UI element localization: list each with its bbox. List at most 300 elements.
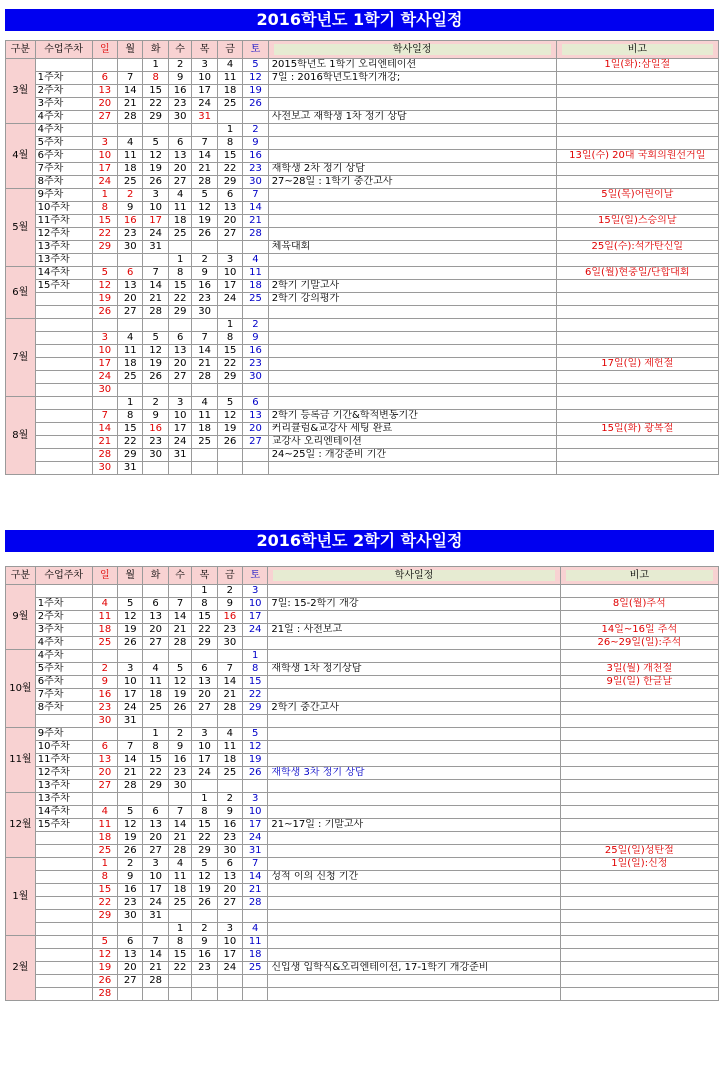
day-cell xyxy=(92,319,117,332)
event-cell xyxy=(268,715,560,728)
event-cell: 21~17일 : 기말고사 xyxy=(268,819,560,832)
day-cell: 11 xyxy=(217,741,242,754)
day-cell: 4 xyxy=(217,59,242,72)
day-cell: 4 xyxy=(92,598,117,611)
day-cell: 11 xyxy=(118,345,143,358)
day-cell: 28 xyxy=(92,449,117,462)
note-cell xyxy=(556,137,718,150)
day-cell xyxy=(118,59,143,72)
note-cell xyxy=(556,111,718,124)
day-cell: 15 xyxy=(92,884,117,897)
day-cell: 5 xyxy=(217,397,242,410)
day-cell xyxy=(143,124,168,137)
week-label xyxy=(35,371,92,384)
column-header: 금 xyxy=(217,41,242,59)
day-cell: 10 xyxy=(217,267,242,280)
day-cell xyxy=(168,585,192,598)
event-cell xyxy=(268,85,556,98)
day-cell: 12 xyxy=(217,410,242,423)
day-cell: 15 xyxy=(217,345,242,358)
day-cell: 9 xyxy=(217,598,242,611)
day-cell: 28 xyxy=(118,780,143,793)
day-cell: 15 xyxy=(118,423,143,436)
day-cell: 12 xyxy=(192,202,217,215)
day-cell xyxy=(118,585,143,598)
week-label xyxy=(35,897,92,910)
month-label: 9월 xyxy=(6,585,36,650)
day-cell: 3 xyxy=(118,663,143,676)
week-label xyxy=(35,936,92,949)
note-cell xyxy=(560,650,718,663)
day-cell: 6 xyxy=(168,137,192,150)
event-cell xyxy=(268,689,560,702)
note-cell xyxy=(560,936,718,949)
note-cell: 13일(수) 20대 국회의원선거일 xyxy=(556,150,718,163)
column-header: 구분 xyxy=(6,41,36,59)
day-cell: 21 xyxy=(168,624,192,637)
table-row xyxy=(6,98,719,111)
event-cell xyxy=(268,202,556,215)
week-label xyxy=(35,962,92,975)
day-cell: 17 xyxy=(118,689,143,702)
day-cell: 10 xyxy=(143,202,168,215)
day-cell: 16 xyxy=(168,85,192,98)
day-cell: 5 xyxy=(192,858,217,871)
event-cell: 2학기 중간고사 xyxy=(268,702,560,715)
event-cell xyxy=(268,741,560,754)
week-label xyxy=(35,397,92,410)
table-row xyxy=(6,585,719,598)
day-cell: 19 xyxy=(192,215,217,228)
note-cell xyxy=(556,163,718,176)
day-cell xyxy=(118,923,143,936)
day-cell: 2 xyxy=(118,858,143,871)
day-cell: 13 xyxy=(243,410,268,423)
note-cell xyxy=(556,319,718,332)
table-row xyxy=(6,780,719,793)
table-row xyxy=(6,845,719,858)
day-cell: 2 xyxy=(217,793,242,806)
day-cell: 18 xyxy=(217,85,242,98)
day-cell: 3 xyxy=(92,137,117,150)
week-label xyxy=(35,858,92,871)
day-cell xyxy=(143,650,168,663)
day-cell: 14 xyxy=(168,611,192,624)
day-cell xyxy=(192,124,217,137)
day-cell: 2 xyxy=(243,319,268,332)
column-header: 수업주차 xyxy=(35,41,92,59)
day-cell: 16 xyxy=(243,345,268,358)
week-label: 1주차 xyxy=(35,72,92,85)
table-row xyxy=(6,397,719,410)
day-cell: 18 xyxy=(217,754,242,767)
day-cell: 8 xyxy=(143,72,168,85)
note-cell xyxy=(560,585,718,598)
day-cell: 23 xyxy=(168,767,192,780)
day-cell: 29 xyxy=(92,910,117,923)
day-cell: 22 xyxy=(217,163,242,176)
day-cell: 16 xyxy=(143,423,168,436)
week-label xyxy=(35,884,92,897)
week-label: 11주차 xyxy=(35,215,92,228)
note-cell xyxy=(560,715,718,728)
day-cell: 6 xyxy=(243,397,268,410)
event-cell xyxy=(268,215,556,228)
day-cell: 15 xyxy=(143,85,168,98)
day-cell xyxy=(192,319,217,332)
day-cell: 2 xyxy=(168,728,192,741)
table-row xyxy=(6,150,719,163)
week-label xyxy=(35,59,92,72)
day-cell xyxy=(168,462,192,475)
day-cell: 22 xyxy=(192,624,217,637)
day-cell: 1 xyxy=(217,319,242,332)
table-row xyxy=(6,436,719,449)
day-cell: 12 xyxy=(118,819,143,832)
week-label: 6주차 xyxy=(35,676,92,689)
day-cell: 22 xyxy=(243,689,268,702)
day-cell: 30 xyxy=(118,241,143,254)
day-cell: 26 xyxy=(217,436,242,449)
day-cell: 8 xyxy=(92,202,117,215)
day-cell: 10 xyxy=(118,676,143,689)
day-cell: 30 xyxy=(192,306,217,319)
week-label: 10주차 xyxy=(35,202,92,215)
day-cell: 24 xyxy=(192,767,217,780)
event-cell: 재학생 1차 정기상담 xyxy=(268,663,560,676)
week-label: 10주차 xyxy=(35,741,92,754)
day-cell: 12 xyxy=(143,150,168,163)
week-label: 6주차 xyxy=(35,150,92,163)
day-cell: 31 xyxy=(118,462,143,475)
day-cell: 11 xyxy=(168,871,192,884)
table-row xyxy=(6,962,719,975)
day-cell: 1 xyxy=(217,124,242,137)
note-cell xyxy=(560,949,718,962)
day-cell: 11 xyxy=(192,410,217,423)
table-row xyxy=(6,267,719,280)
day-cell: 1 xyxy=(143,728,168,741)
day-cell: 16 xyxy=(217,611,242,624)
table-row xyxy=(6,663,719,676)
table-row xyxy=(6,975,719,988)
event-cell: 신입생 입학식&오리엔테이션, 17-1학기 개강준비 xyxy=(268,962,560,975)
note-cell xyxy=(556,397,718,410)
day-cell: 19 xyxy=(143,358,168,371)
day-cell: 19 xyxy=(217,423,242,436)
table-row xyxy=(6,384,719,397)
table-row xyxy=(6,676,719,689)
day-cell: 15 xyxy=(143,754,168,767)
week-label: 4주차 xyxy=(35,111,92,124)
day-cell: 1 xyxy=(192,585,217,598)
event-cell xyxy=(268,923,560,936)
semester1-title: 2016학년도 1학기 학사일정 xyxy=(5,9,714,31)
table-row xyxy=(6,449,719,462)
day-cell: 25 xyxy=(243,962,268,975)
note-cell xyxy=(556,462,718,475)
day-cell: 5 xyxy=(192,189,217,202)
week-label xyxy=(35,319,92,332)
column-header xyxy=(560,567,718,585)
note-cell xyxy=(560,923,718,936)
day-cell xyxy=(118,728,143,741)
note-cell xyxy=(556,449,718,462)
day-cell: 24 xyxy=(217,293,242,306)
day-cell: 24 xyxy=(143,897,168,910)
day-cell: 25 xyxy=(217,767,242,780)
week-label: 5주차 xyxy=(35,663,92,676)
table-row xyxy=(6,988,719,1001)
day-cell: 29 xyxy=(192,637,217,650)
event-cell xyxy=(268,462,556,475)
note-cell xyxy=(556,228,718,241)
note-cell xyxy=(560,611,718,624)
note-cell xyxy=(560,962,718,975)
day-cell: 22 xyxy=(92,897,117,910)
day-cell: 27 xyxy=(217,228,242,241)
table-row xyxy=(6,358,719,371)
day-cell: 20 xyxy=(168,358,192,371)
table-row xyxy=(6,306,719,319)
day-cell xyxy=(192,910,217,923)
day-cell: 21 xyxy=(192,358,217,371)
event-cell xyxy=(268,228,556,241)
day-cell xyxy=(92,923,117,936)
day-cell: 22 xyxy=(143,767,168,780)
day-cell: 13 xyxy=(143,611,168,624)
table-row xyxy=(6,332,719,345)
table-row xyxy=(6,345,719,358)
day-cell xyxy=(192,715,217,728)
week-label: 7주차 xyxy=(35,689,92,702)
day-cell: 25 xyxy=(192,436,217,449)
day-cell: 17 xyxy=(217,949,242,962)
table-row xyxy=(6,72,719,85)
note-cell xyxy=(556,85,718,98)
day-cell: 18 xyxy=(118,163,143,176)
day-cell xyxy=(118,384,143,397)
week-label xyxy=(35,871,92,884)
week-label: 2주차 xyxy=(35,85,92,98)
day-cell: 26 xyxy=(143,176,168,189)
day-cell: 8 xyxy=(243,663,268,676)
day-cell: 13 xyxy=(92,754,117,767)
week-label: 8주차 xyxy=(35,702,92,715)
table-row xyxy=(6,371,719,384)
day-cell: 18 xyxy=(243,949,268,962)
day-cell: 14 xyxy=(243,202,268,215)
week-label: 4주차 xyxy=(35,650,92,663)
day-cell: 5 xyxy=(143,332,168,345)
day-cell xyxy=(143,793,168,806)
note-cell: 25일(일)성탄절 xyxy=(560,845,718,858)
week-label: 9주차 xyxy=(35,189,92,202)
day-cell: 25 xyxy=(143,702,168,715)
day-cell: 18 xyxy=(192,423,217,436)
day-cell xyxy=(143,462,168,475)
day-cell: 27 xyxy=(92,111,117,124)
day-cell: 17 xyxy=(192,754,217,767)
week-label: 12주차 xyxy=(35,228,92,241)
day-cell xyxy=(192,449,217,462)
week-label xyxy=(35,845,92,858)
day-cell xyxy=(92,254,117,267)
week-label: 14주차 xyxy=(35,806,92,819)
day-cell: 7 xyxy=(143,936,168,949)
day-cell: 16 xyxy=(118,884,143,897)
day-cell xyxy=(243,975,268,988)
day-cell: 30 xyxy=(217,845,242,858)
day-cell: 3 xyxy=(243,585,268,598)
event-cell: 2학기 등록금 기간&학적변동기간 xyxy=(268,410,556,423)
day-cell: 19 xyxy=(243,85,268,98)
semester2-title: 2016학년도 2학기 학사일정 xyxy=(5,530,714,552)
day-cell: 29 xyxy=(217,176,242,189)
day-cell: 28 xyxy=(243,228,268,241)
week-label: 13주차 xyxy=(35,793,92,806)
note-cell xyxy=(556,332,718,345)
day-cell: 20 xyxy=(143,624,168,637)
day-cell: 23 xyxy=(143,436,168,449)
day-cell xyxy=(92,585,117,598)
day-cell: 30 xyxy=(243,371,268,384)
day-cell: 13 xyxy=(168,150,192,163)
day-cell: 17 xyxy=(243,611,268,624)
day-cell: 29 xyxy=(217,371,242,384)
week-label xyxy=(35,384,92,397)
note-cell xyxy=(560,975,718,988)
week-label xyxy=(35,715,92,728)
day-cell: 7 xyxy=(217,663,242,676)
event-cell: 2학기 기말고사 xyxy=(268,280,556,293)
day-cell: 24 xyxy=(118,702,143,715)
day-cell: 23 xyxy=(168,98,192,111)
day-cell: 3 xyxy=(92,332,117,345)
event-cell xyxy=(268,884,560,897)
note-cell: 17일(일) 제헌절 xyxy=(556,358,718,371)
day-cell: 29 xyxy=(143,111,168,124)
day-cell xyxy=(243,910,268,923)
day-cell: 22 xyxy=(192,832,217,845)
day-cell: 31 xyxy=(243,845,268,858)
table-row xyxy=(6,280,719,293)
event-cell: 재학생 2차 정기 상담 xyxy=(268,163,556,176)
day-cell xyxy=(168,793,192,806)
day-cell: 2 xyxy=(192,254,217,267)
note-cell: 15일(일)스승의날 xyxy=(556,215,718,228)
month-label: 2월 xyxy=(6,936,36,1001)
event-cell: 2015학년도 1학기 오리엔테이션 xyxy=(268,59,556,72)
week-label xyxy=(35,410,92,423)
day-cell: 12 xyxy=(118,611,143,624)
event-cell xyxy=(268,780,560,793)
table-row xyxy=(6,624,719,637)
day-cell: 1 xyxy=(92,858,117,871)
day-cell: 6 xyxy=(92,741,117,754)
day-cell: 26 xyxy=(243,767,268,780)
day-cell: 24 xyxy=(168,436,192,449)
event-cell xyxy=(268,332,556,345)
day-cell: 6 xyxy=(118,936,143,949)
event-cell xyxy=(268,189,556,202)
event-cell xyxy=(268,358,556,371)
event-cell xyxy=(268,585,560,598)
event-cell xyxy=(268,254,556,267)
day-cell: 1 xyxy=(192,793,217,806)
note-cell xyxy=(560,754,718,767)
day-cell: 16 xyxy=(192,949,217,962)
table-row xyxy=(6,124,719,137)
day-cell: 24 xyxy=(243,624,268,637)
day-cell: 19 xyxy=(92,293,117,306)
column-header: 토 xyxy=(243,41,268,59)
day-cell: 28 xyxy=(168,637,192,650)
day-cell: 21 xyxy=(143,962,168,975)
week-label xyxy=(35,923,92,936)
event-cell xyxy=(268,728,560,741)
month-label: 12월 xyxy=(6,793,36,858)
note-cell xyxy=(556,306,718,319)
day-cell: 7 xyxy=(192,137,217,150)
week-label xyxy=(35,423,92,436)
day-cell: 4 xyxy=(192,397,217,410)
week-label: 15주차 xyxy=(35,280,92,293)
day-cell xyxy=(92,793,117,806)
day-cell: 4 xyxy=(168,858,192,871)
day-cell: 13 xyxy=(92,85,117,98)
note-cell xyxy=(560,767,718,780)
day-cell: 27 xyxy=(168,176,192,189)
day-cell: 27 xyxy=(118,975,143,988)
table-row xyxy=(6,650,719,663)
day-cell: 17 xyxy=(92,163,117,176)
event-cell xyxy=(268,897,560,910)
day-cell: 30 xyxy=(217,637,242,650)
note-cell xyxy=(556,176,718,189)
event-cell: 2학기 강의평가 xyxy=(268,293,556,306)
day-cell: 9 xyxy=(118,871,143,884)
day-cell xyxy=(92,124,117,137)
day-cell: 1 xyxy=(243,650,268,663)
column-header-label: 학사일정 xyxy=(273,570,554,581)
month-label: 3월 xyxy=(6,59,36,124)
day-cell: 19 xyxy=(168,689,192,702)
day-cell: 27 xyxy=(168,371,192,384)
day-cell: 11 xyxy=(143,676,168,689)
week-label xyxy=(35,910,92,923)
day-cell: 28 xyxy=(118,111,143,124)
note-cell xyxy=(560,728,718,741)
note-cell xyxy=(556,72,718,85)
event-cell xyxy=(268,650,560,663)
table-row xyxy=(6,858,719,871)
note-cell: 6일(월)현충일/단합대회 xyxy=(556,267,718,280)
day-cell: 5 xyxy=(118,806,143,819)
day-cell: 20 xyxy=(118,962,143,975)
day-cell: 14 xyxy=(168,819,192,832)
day-cell: 24 xyxy=(92,176,117,189)
week-label xyxy=(35,345,92,358)
day-cell: 31 xyxy=(143,910,168,923)
day-cell: 9 xyxy=(243,332,268,345)
note-cell xyxy=(560,806,718,819)
day-cell: 22 xyxy=(217,358,242,371)
day-cell: 9 xyxy=(92,676,117,689)
day-cell: 11 xyxy=(243,267,268,280)
day-cell: 13 xyxy=(143,819,168,832)
day-cell: 14 xyxy=(243,871,268,884)
